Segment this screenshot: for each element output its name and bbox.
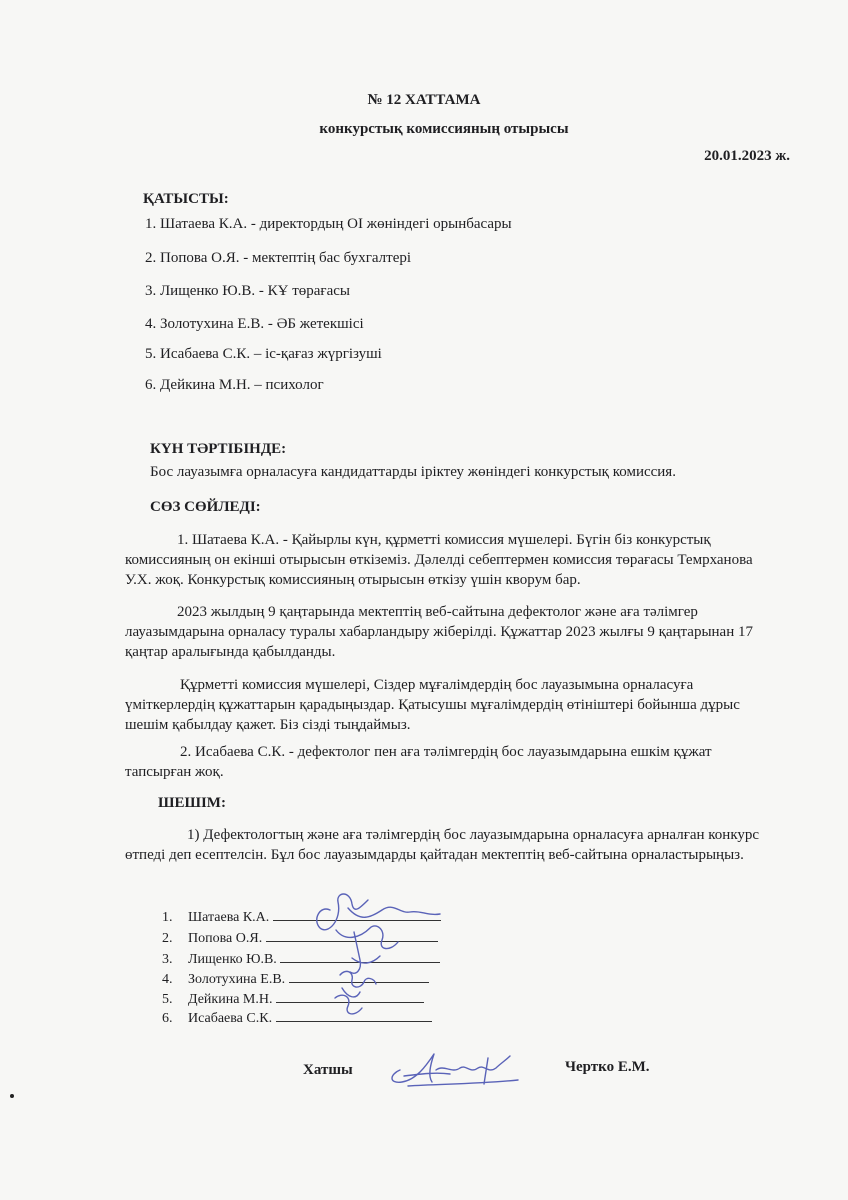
signature-line [266,928,438,942]
attendee-6: 6. Дейкина М.Н. – психолог [145,377,324,393]
speech-paragraph-1: 1. Шатаева К.А. - Қайырлы күн, құрметті комиссия мүшелері. Бүгін біз конкурстық комиссияның он екінші отырысын өткіземіз. Дәлелді себептермен комиссия төрағасы Темрханова У.Х. жоқ. Конкурстық комиссияның отырысын өткізу үшін кворум бар. [125,532,753,588]
attendee-3: 3. Лищенко Ю.В. - КҰ төрағасы [145,283,350,299]
signature-row-number: 5. [162,992,173,1007]
agenda-heading: КҮН ТӘРТІБІНДЕ: [150,441,287,457]
secretary-label: Хатшы [303,1062,353,1078]
attendee-1: 1. Шатаева К.А. - директордың ОІ жөніндегі орынбасары [145,216,512,232]
signature-row-number: 3. [162,952,173,967]
attendees-heading: ҚАТЫСТЫ: [143,191,229,207]
signature-row-name: Дейкина М.Н. [188,992,273,1007]
signature-line [280,949,440,963]
document-date: 20.01.2023 ж. [704,148,790,164]
signature-line [273,907,441,921]
attendee-2: 2. Попова О.Я. - мектептің бас бухгалтері [145,250,412,266]
attendee-4: 4. Золотухина Е.В. - ӘБ жетекшісі [145,316,364,332]
document-title: № 12 ХАТТАМА [367,92,481,108]
signature-row-number: 6. [162,1011,173,1026]
decision-heading: ШЕШІМ: [158,795,226,811]
signature-row-number: 1. [162,910,173,925]
speech-paragraph-2: 2023 жылдың 9 қаңтарында мектептің веб-сайтына дефектолог және аға тәлімгер лауазымдарына орналасу туралы хабарландыру жіберілді. Құжаттар 2023 жылғы 9 қаңтарынан 17 қаңтар аралығында қабылданды. [125,604,753,660]
speech-paragraph-3: Құрметті комиссия мүшелері, Сіздер мұғалімдердің бос лауазымына орналасуға үміткерлердің құжаттарын қарадыңыздар. Қатысушы мұғалімдердің өтініштері бойынша дұрыс шешім қабылдау қажет. Біз сізді тыңдаймыз. [125,677,740,733]
speech-paragraph-4: 2. Исабаева С.К. - дефектолог пен аға тәлімгердің бос лауазымдарына ешкім құжат тапсырған жоқ. [125,744,712,780]
signature-row [162,928,438,947]
signature-row-name: Попова О.Я. [188,931,263,946]
secretary-name: Чертко Е.М. [565,1059,650,1075]
signature-row [162,907,441,926]
signature-row-name: Лищенко Ю.В. [188,952,277,967]
signature-row-name: Исабаева С.К. [188,1011,273,1026]
decision-text: 1) Дефектологтың және аға тәлімгердің бос лауазымдарына орналасуға арналған конкурс өтпеді деп есептелсін. Бұл бос лауазымдарды қайтадан мектептің веб-сайтына орналастырыңыз. [125,827,760,863]
speeches-heading: СӨЗ СӨЙЛЕДІ: [150,499,261,515]
signature-line [276,1008,432,1022]
signature-row [162,1008,432,1027]
signature-row [162,969,429,988]
signature-line [289,969,429,983]
attendee-5: 5. Исабаева С.К. – іс-қағаз жүргізуші [145,346,382,362]
secretary-signature [380,1040,530,1092]
signature-line [276,989,424,1003]
document-subtitle: конкурстық комиссияның отырысы [319,121,569,137]
signature-row [162,989,424,1008]
signature-row-name: Шатаева К.А. [188,910,270,925]
signature-row-name: Золотухина Е.В. [188,972,286,987]
signature-row [162,949,440,968]
agenda-text: Бос лауазымға орналасуға кандидаттарды іріктеу жөніндегі конкурстық комиссия. [150,464,676,480]
signature-row-number: 4. [162,972,173,987]
signature-row-number: 2. [162,931,173,946]
dot-mark [10,1094,14,1098]
